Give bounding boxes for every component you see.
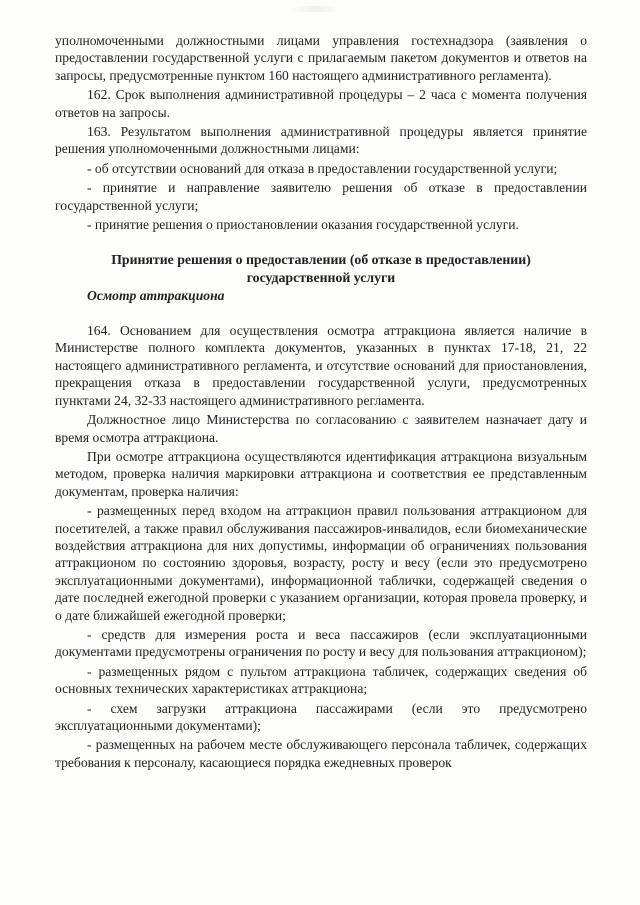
list-item-no-refusal: - об отсутствии оснований для отказа в предоставлении государственной услуги; (87, 160, 558, 176)
list-item-loading-schemes: - схем загрузки аттракциона пассажирами (если это предусмотрено эксплуатационными документами); (55, 700, 587, 733)
list-item-refusal: - принятие и направление заявителю решения об отказе в предоставлении государственной услуги; (55, 180, 587, 213)
section-heading-line2: государственной услуги (246, 270, 396, 286)
section-heading (55, 251, 587, 286)
paragraph-164: 164. Основанием для осуществления осмотра аттракциона является наличие в Министерстве полного комплекта документов, указанных в пунктах 17-18, 21, 22 настоящего административного регламента, и отсутствие оснований для приостановления, прекращения отказа в предоставлении государственной услуги, предусмотренных пунктами 24, 32-33 настоящего административного регламента. (55, 323, 587, 408)
document-body (55, 32, 587, 771)
paragraph-163: 163. Результатом выполнения административной процедуры является принятие решения уполномоченными должностными лицами: (55, 124, 587, 157)
list-item-plates: - размещенных рядом с пультом аттракциона табличек, содержащих сведения об основных технических характеристиках аттракциона; (55, 663, 587, 697)
section-heading-line1: Принятие решения о предоставлении (об отказе в предоставлении) (111, 252, 531, 268)
subsection-heading: Осмотр аттракциона (87, 287, 225, 303)
paragraph-inspection: При осмотре аттракциона осуществляются идентификация аттракциона визуальным методом, проверка наличия маркировки аттракциона и соответствия ее представленным документам, проверка наличия: (55, 448, 587, 499)
paragraph-162: 162. Срок выполнения административной процедуры – 2 часа с момента получения ответов на запросы. (55, 87, 587, 120)
list-item-measuring: - средств для измерения роста и веса пассажиров (если эксплуатационными документами предусмотрены ограничения по росту и весу для пользования аттракционом); (55, 626, 587, 660)
list-item-staff-plates: - размещенных на рабочем месте обслуживающего персонала табличек, содержащих требования к персоналу, касающиеся порядка ежедневных проверок (55, 737, 587, 770)
paragraph-date-appointment: Должностное лицо Министерства по согласованию с заявителем назначает дату и время осмотра аттракциона. (55, 412, 587, 445)
scan-artifact (290, 6, 340, 12)
list-item-rules: - размещенных перед входом на аттракцион правил пользования аттракционом для посетителей, а также правил обслуживания пассажиров-инвалидов, если биомеханические воздействия аттракциона для них допустимы, информации об ограничениях пользования аттракционом по состоянию здоровья, возрасту, росту и весу (если это предусмотрено эксплуатационными документами), информационной таблички, содержащей сведения о дате последней ежегодной проверки с указанием организации, которая провела проверку, и о дате ближайшей ежегодной проверки; (55, 503, 587, 623)
paragraph-continuation: уполномоченными должностными лицами управления гостехнадзора (заявления о предоставлении государственной услуги с прилагаемым пакетом документов и ответов на запросы, предусмотренные пунктом 160 настоящего административного регламента). (55, 33, 587, 83)
list-item-suspension: - принятие решения о приостановлении оказания государственной услуги. (87, 217, 519, 233)
